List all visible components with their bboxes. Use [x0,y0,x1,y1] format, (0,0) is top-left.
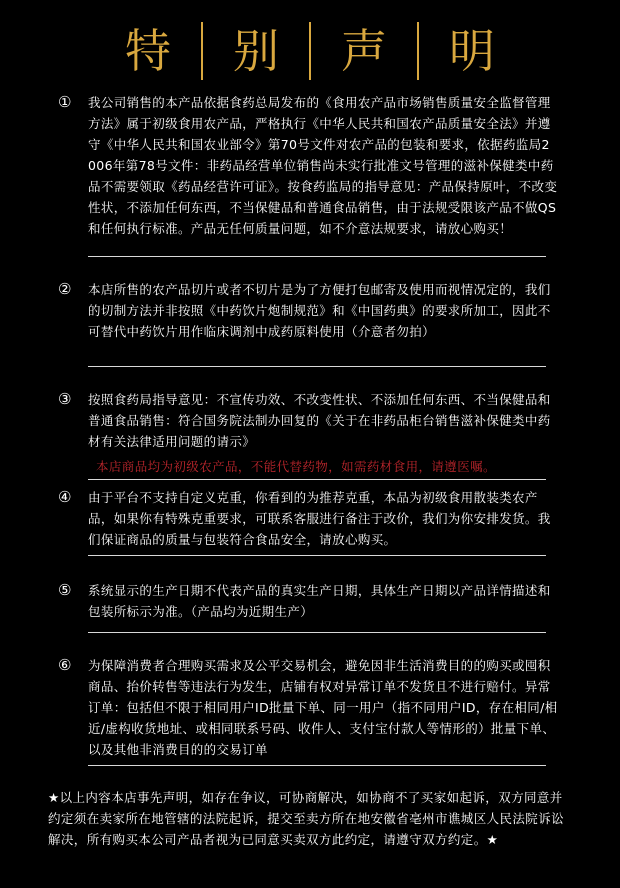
section-divider [88,632,546,633]
title-divider [201,22,203,80]
section-divider [88,256,546,257]
section-number: ④ [58,488,72,506]
section-text: 由于平台不支持自定义克重，你看到的为推荐克重，本品为初级食用散装类农产品，如果你有特殊克重要求，可联系客服进行备注于改价，我们为你安排发货。我们保证商品的质量与包装符合食品安全，请放心购买。 [88,490,551,547]
section-divider [88,366,546,367]
title-char: 声 [341,24,387,78]
section-text: 我公司销售的本产品依据食药总局发布的《食用农产品市场销售质量安全监督管理方法》属于初级食用农产品，严格执行《中华人民共和国农产品质量安全法》并遵守《中华人民共和国农业部令》第70号文件对农产品的包装和要求，依据药监局2006年第78号文件：非药品经营单位销售尚未实行批准文号管理的滋补保健类中药品不需要领取《药品经营许可证》。按食药监局的指导意见：产品保持原叶，不改变性状，不添加任何东西，不当保健品和普通食品销售，由于法规受限该产品不做QS和任何执行标准。产品无任何质量问题，如不介意法规要求，请放心购买！ [88,95,558,236]
section-text: 按照食药局指导意见：不宣传功效、不改变性状、不添加任何东西、不当保健品和普通食品销售：符合国务院法制办回复的《关于在非药品柜台销售滋补保健类中药材有关法律适用问题的请示》 [88,392,551,449]
section-divider [88,479,546,480]
section-number: ③ [58,390,72,408]
title-divider [417,22,419,80]
section-text: 本店所售的农产品切片或者不切片是为了方便打包邮寄及使用而视情况定的，我们的切制方法并非按照《中药饮片炮制规范》和《中国药典》的要求所加工，因此不可替代中药饮片用作临床调剂中成药原料使用（介意者勿拍） [88,282,551,339]
page-title [0,18,620,84]
title-char: 明 [449,24,495,78]
warning-notice: 本店商品均为初级农产品，不能代替药物，如需药材食用，请遵医嘱。 [96,459,496,474]
section-number: ① [58,93,72,111]
section-divider [88,765,546,766]
title-divider [309,22,311,80]
title-char: 特 [125,24,171,78]
footer-agreement: ★以上内容本店事先声明，如存在争议，可协商解决，如协商不了买家如起诉，双方同意并约定须在卖家所在地管辖的法院起诉，提交至卖方所在地安徽省亳州市谯城区人民法院诉讼解决，所有购买本公司产品者视为已同意买卖双方此约定，请遵守双方约定。★ [48,790,565,847]
section-number: ⑤ [58,581,72,599]
title-char: 别 [233,24,279,78]
section-number: ⑥ [58,656,72,674]
section-divider [88,555,546,556]
section-number: ② [58,280,72,298]
section-text: 系统显示的生产日期不代表产品的真实生产日期，具体生产日期以产品详情描述和包装所标示为准。（产品均为近期生产） [88,583,551,619]
section-text: 为保障消费者合理购买需求及公平交易机会，避免因非生活消费目的的购买或囤积商品、抬价转售等违法行为发生，店铺有权对异常订单不发货且不进行赔付。异常订单：包括但不限于相同用户ID批量下单、同一用户（指不同用户ID，存在相同/相近/虚构收货地址、或相同联系号码、收件人、支付宝付款人等情形的）批量下单、以及其他非消费目的的交易订单 [88,658,558,757]
